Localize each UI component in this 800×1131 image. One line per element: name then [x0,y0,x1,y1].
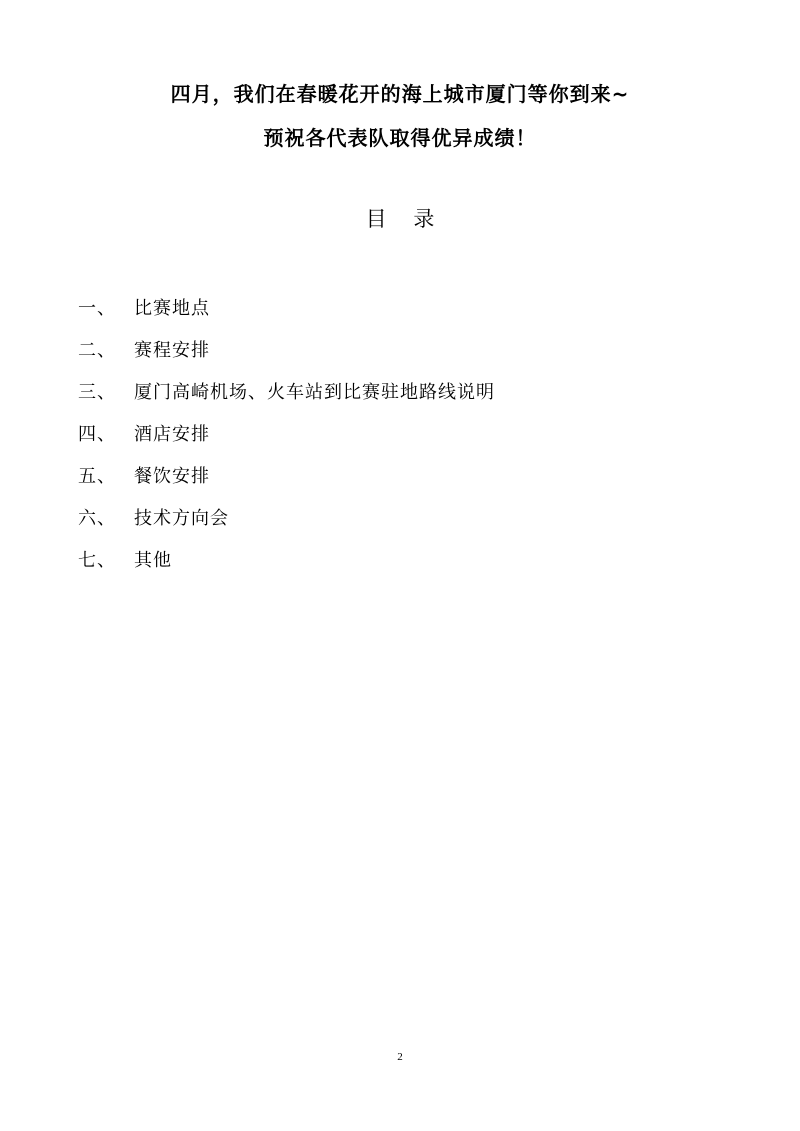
toc-title: 目 录 [365,207,435,231]
toc-item-3 [78,372,758,414]
toc-item-label: 厦门高崎机场、火车站到比赛驻地路线说明 [134,382,495,403]
toc-item-label: 比赛地点 [134,298,210,319]
toc-item-number: 六、 [78,508,116,529]
toc-item-4 [78,414,758,456]
toc-item-number: 七、 [78,550,116,571]
greeting-line-2: 预祝各代表队取得优异成绩！ [263,126,537,150]
toc-item-number: 一、 [78,298,116,319]
toc-item-label: 其他 [134,550,172,571]
toc-item-6 [78,498,758,540]
toc-item-1 [78,288,758,330]
toc-list [78,288,758,582]
toc-item-number: 五、 [78,466,116,487]
toc-item-7 [78,540,758,582]
page-number: 2 [397,1051,403,1063]
greeting-line-1: 四月，我们在春暖花开的海上城市厦门等你到来~ [170,82,630,106]
toc-item-label: 技术方向会 [134,508,229,529]
toc-item-label: 餐饮安排 [134,466,210,487]
toc-item-number: 二、 [78,340,116,361]
toc-item-number: 三、 [78,382,116,403]
toc-item-5 [78,456,758,498]
toc-item-2 [78,330,758,372]
toc-item-label: 赛程安排 [134,340,210,361]
toc-item-number: 四、 [78,424,116,445]
toc-item-label: 酒店安排 [134,424,210,445]
